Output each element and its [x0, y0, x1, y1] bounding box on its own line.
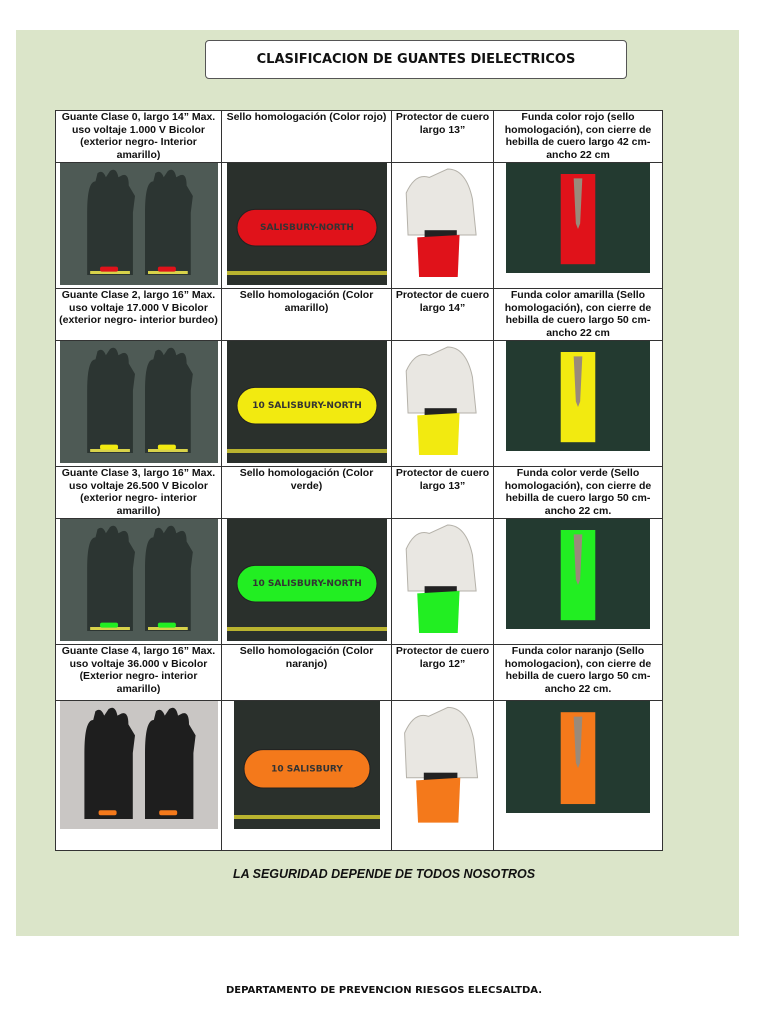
- glove-description: Guante Clase 4, largo 16” Max. uso voltaje 36.000 v Bicolor (Exterior negro- interior amarillo): [61, 645, 216, 695]
- glove-class-label: [100, 623, 118, 628]
- seal-label-text: SALISBURY-NORTH: [259, 223, 354, 234]
- table-row-text: [56, 289, 663, 341]
- protector-cuff: [417, 591, 459, 633]
- cover-photo: [506, 341, 650, 451]
- protector-photo: [397, 163, 489, 283]
- glove-photo: [60, 163, 218, 285]
- glove-class-label: [100, 445, 118, 450]
- seal-description: Sello homologación (Color rojo): [226, 111, 387, 123]
- glove-shape: [145, 348, 193, 453]
- glove-shape: [145, 708, 196, 819]
- glove-class-label: [100, 267, 118, 272]
- glove-photo: [60, 519, 218, 641]
- protector-cuff: [416, 778, 460, 823]
- cover-description: Funda color amarilla (Sello homologación), con cierre de hebilla de cuero largo 50 cm- ancho 22 cm: [504, 289, 652, 339]
- glove-classification-table: [55, 110, 663, 851]
- safety-slogan: LA SEGURIDAD DEPENDE DE TODOS NOSOTROS: [232, 867, 536, 881]
- glove-shape: [84, 708, 135, 819]
- glove-photo: [60, 341, 218, 463]
- table-row-images: [56, 701, 663, 851]
- seal-cable: [234, 815, 380, 819]
- table-row-text: [56, 467, 663, 519]
- cover-description: Funda color rojo (sello homologación), con cierre de hebilla de cuero largo 42 cm- ancho 22 cm: [504, 111, 652, 161]
- glove-cuff: [87, 815, 129, 818]
- glove-description: Guante Clase 2, largo 16” Max. uso voltaje 17.000 V Bicolor (exterior negro- interior burdeo): [59, 289, 218, 326]
- seal-photo: [234, 701, 380, 829]
- protector-photo: [395, 701, 491, 829]
- table-row-text: [56, 111, 663, 163]
- table-row-images: [56, 163, 663, 289]
- seal-photo: [227, 519, 387, 641]
- protector-cuff: [417, 413, 459, 455]
- photo-background: [60, 341, 218, 463]
- table-row-images: [56, 341, 663, 467]
- glove-description: Guante Clase 3, largo 16” Max. uso voltaje 26.500 V Bicolor (exterior negro- interior amarillo): [61, 467, 216, 517]
- glove-shape: [145, 526, 193, 631]
- protector-cuff: [417, 235, 459, 277]
- table-row-text: [56, 645, 663, 701]
- seal-cable: [227, 271, 387, 275]
- protector-description: Protector de cuero largo 13”: [395, 111, 490, 136]
- cover-photo: [506, 701, 650, 813]
- glove-cuff: [148, 815, 190, 818]
- glove-shape: [87, 170, 135, 275]
- table-row-images: [56, 519, 663, 645]
- glove-class-label: [98, 810, 116, 815]
- protector-description: Protector de cuero largo 14”: [395, 289, 490, 314]
- cover-description: Funda color naranjo (Sello homologacion), con cierre de hebilla de cuero largo 50 cm-ancho 22 cm.: [504, 645, 652, 695]
- seal-photo: [227, 341, 387, 463]
- glove-description: Guante Clase 0, largo 14” Max. uso voltaje 1.000 V Bicolor (exterior negro- Interior amarillo): [61, 111, 216, 161]
- page-title: CLASIFICACION DE GUANTES DIELECTRICOS: [205, 40, 627, 79]
- glove-class-label: [157, 623, 175, 628]
- glove-class-label: [157, 445, 175, 450]
- cover-photo: [506, 163, 650, 273]
- protector-description: Protector de cuero largo 13”: [395, 467, 490, 492]
- glove-class-label: [159, 810, 177, 815]
- glove-shape: [87, 348, 135, 453]
- glove-shape: [145, 170, 193, 275]
- photo-background: [60, 519, 218, 641]
- seal-description: Sello homologación (Color naranjo): [239, 645, 374, 670]
- cover-photo: [506, 519, 650, 629]
- glove-photo: [60, 701, 218, 829]
- photo-background: [60, 701, 218, 829]
- protector-photo: [397, 341, 489, 461]
- seal-description: Sello homologación (Color amarillo): [239, 289, 374, 314]
- protector-photo: [397, 519, 489, 639]
- glove-class-label: [157, 267, 175, 272]
- seal-cable: [227, 449, 387, 453]
- seal-photo: [227, 163, 387, 285]
- seal-description: Sello homologación (Color verde): [239, 467, 374, 492]
- glove-shape: [87, 526, 135, 631]
- photo-background: [60, 163, 218, 285]
- protector-description: Protector de cuero largo 12”: [395, 645, 490, 670]
- cover-description: Funda color verde (Sello homologación), con cierre de hebilla de cuero largo 50 cm-ancho 22 cm.: [504, 467, 652, 517]
- seal-cable: [227, 627, 387, 631]
- seal-label-text: 10 SALISBURY-NORTH: [251, 401, 362, 412]
- footer-department: DEPARTAMENTO DE PREVENCION RIESGOS ELECSALTDA.: [225, 985, 542, 996]
- seal-label-text: 10 SALISBURY-NORTH: [251, 579, 362, 590]
- seal-label-text: 10 SALISBURY: [270, 764, 343, 775]
